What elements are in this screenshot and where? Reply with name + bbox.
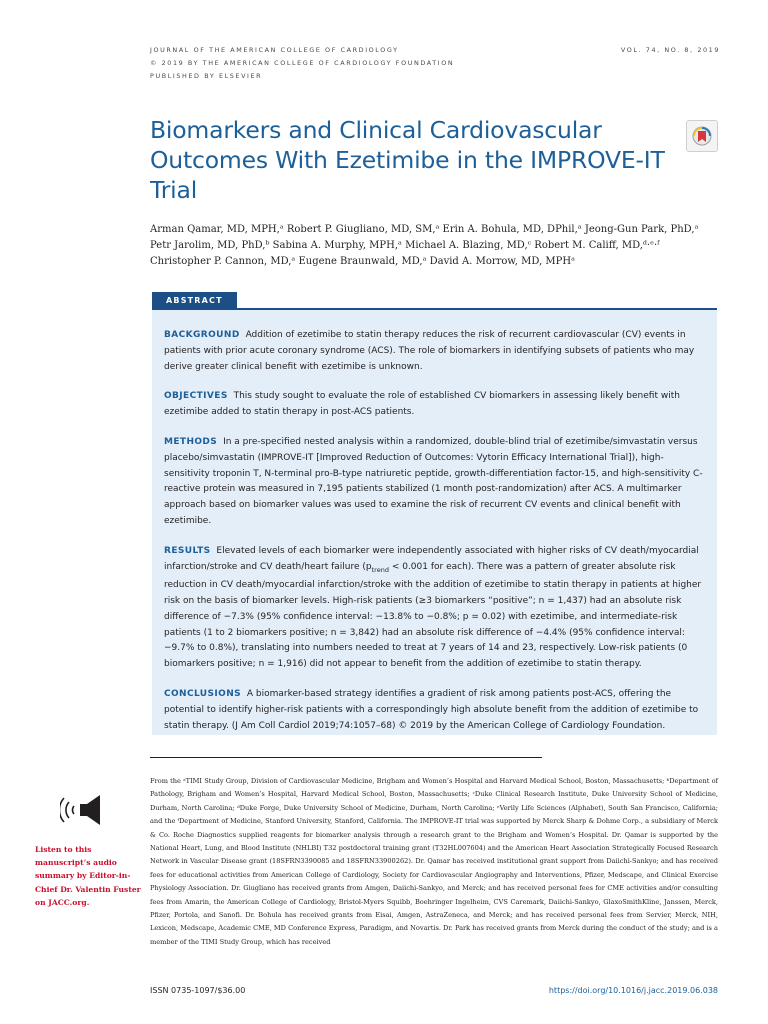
results-heading: RESULTS (164, 545, 211, 556)
journal-name: JOURNAL OF THE AMERICAN COLLEGE OF CARDIOLOGY (150, 46, 399, 54)
author-list: Arman Qamar, MD, MPH,ᵃ Robert P. Giugliano, MD, SM,ᵃ Erin A. Bohula, MD, DPhil,ᵃ Jeong-Gun Park, PhD,ᵃ Petr Jarolim, MD, PhD,ᵇ Sabina A. Murphy, MPH,ᵃ Michael A. Blazing, MD,ᶜ Robert M. Califf, MD,ᵈ·ᵉ·ᶠ Christopher P. Cannon, MD,ᵃ Eugene Braunwald, MD,ᵃ David A. Morrow, MD, MPHᵃ (150, 224, 699, 267)
background-text: Addition of ezetimibe to statin therapy reduces the risk of recurrent cardiovascular (CV) events in patients with prior acute coronary syndrome (ACS). The role of biomarkers in identifying subsets of patients who may derive greater clinical benefit with ezetimibe is unknown. (164, 330, 695, 372)
crossmark-icon[interactable] (686, 120, 718, 152)
background-heading: BACKGROUND (164, 330, 240, 340)
objectives-heading: OBJECTIVES (164, 391, 228, 402)
objectives-text: This study sought to evaluate the role of established CV biomarkers in assessing likely benefit with ezetimibe added to statin therapy in post-ACS patients. (164, 391, 680, 418)
audio-summary-link[interactable]: Listen to this manuscript’s audio summary by Editor-in-Chief Dr. Valentin Fuster on JACC.org. (35, 845, 141, 907)
methods-heading: METHODS (164, 436, 218, 447)
results-text-part2: < 0.001 for each). There was a pattern of greater absolute risk reduction in CV death/myocardial infarction/stroke with the addition of ezetimibe to statin therapy in patients at higher risk on the basis of biomarker levels. High-risk patients (≥3 biomarkers “positive”; n = 1,437) had an absolute risk difference of −7.3% (95% confidence interval: −13.8% to −0.8%; p = 0.02) with ezetimibe, and intermediate-risk patients (1 to 2 biomarkers positive; n = 3,842) had an absolute risk difference of −4.4% (95% confidence interval: −9.7% to 0.8%), translating into numbers needed to treat at 7 years of 14 and 23, respectively. Low-risk patients (0 biomarkers positive; n = 1,916) did not appear to benefit from the addition of ezetimibe to statin therapy. (164, 561, 702, 670)
abstract-objectives (164, 389, 705, 421)
copyright-line: © 2019 BY THE AMERICAN COLLEGE OF CARDIOLOGY FOUNDATION (150, 59, 455, 67)
volume-info: VOL. 74, NO. 8, 2019 (620, 46, 720, 54)
journal-header (150, 44, 720, 83)
abstract-box (152, 310, 717, 735)
issn-line: ISSN 0735-1097/$36.00 (150, 986, 246, 995)
abstract-methods (164, 435, 705, 530)
footnote-divider (150, 757, 542, 758)
affiliations-footnote: From the ᵃTIMI Study Group, Division of Cardiovascular Medicine, Brigham and Women’s Hospital and Harvard Medical School, Boston, Massachusetts; ᵇDepartment of Pathology, Brigham and Women’s Hospital, Harvard Medical School, Boston, Massachusetts; ᶜDuke Clinical Research Institute, Duke University School of Medicine, Durham, North Carolina; ᵈDuke Forge, Duke University School of Medicine, Durham, North Carolina; ᵉVerily Life Sciences (Alphabet), South San Francisco, California; and the ᶠDepartment of Medicine, Stanford University, Stanford, California. The IMPROVE-IT trial was supported by Merck Sharp & Dohme Corp., a subsidiary of Merck & Co. Roche Diagnostics supplied reagents for biomarker analysis through a research grant to the Brigham and Women’s Hospital. Dr. Qamar is supported by the National Heart, Lung, and Blood Institute (NHLBI) T32 postdoctoral training grant (T32HL007604) and the American Heart Association Strategically Focused Research Network in Vascular Disease grant (18SFRN3390085 and 18SFRN33900262). Dr. Qamar has received institutional grant support from Daiichi-Sankyo; and has received fees for educational activities from American College of Cardiology, Society for Cardiovascular Angiography and Interventions, Pfizer, Medscape, and Clinical Exercise Physiology Association. Dr. Giugliano has received grants from Amgen, Daiichi-Sankyo, and Merck; and has received personal fees for CME activities and/or consulting fees from Amarin, the American College of Cardiology, Bristol-Myers Squibb, Boehringer Ingelheim, CVS Caremark, Daiichi-Sankyo, GlaxoSmithKline, Janssen, Merck, Pfizer, Portola, and Sanofi. Dr. Bohula has received grants from Eisai, Amgen, AstraZeneca, and Merck; and has received personal fees from Servier, Merck, NIH, Lexicon, Medscape, Academic CME, MD Conference Express, Paradigm, and Novartis. Dr. Park has received grants from Merck during the conduct of the study; and is a member of the TIMI Study Group, which has received (150, 777, 718, 946)
results-text-part1: Elevated levels of each biomarker were independently associated with higher risks of CV death/myocardial infarction/stroke and CV death/heart failure (p (164, 545, 699, 572)
abstract-conclusions (164, 687, 705, 734)
conclusions-text: A biomarker-based strategy identifies a gradient of risk among patients post-ACS, offering the potential to identify higher-risk patients with a correspondingly high absolute benefit from the addition of ezetimibe to statin therapy. (J Am Coll Cardiol 2019;74:1057–68) © 2019 by the American College of Cardiology Foundation. (164, 688, 699, 731)
abstract-background (164, 328, 705, 375)
abstract-tab: ABSTRACT (152, 292, 237, 309)
article-title: Biomarkers and Clinical Cardiovascular Outcomes With Ezetimibe in the IMPROVE-IT Trial (150, 116, 665, 204)
conclusions-heading: CONCLUSIONS (164, 688, 242, 699)
abstract-results (164, 544, 705, 673)
methods-text: In a pre-specified nested analysis within a randomized, double-blind trial of ezetimibe/simvastatin versus placebo/simvastatin (IMPROVE-IT [Improved Reduction of Outcomes: Vytorin Efficacy International Trial]), high-sensitivity troponin T, N-terminal pro-B-type natriuretic peptide, growth-differentiation factor-15, and high-sensitivity C-reactive protein was measured in 7,195 patients stabilized (1 month post-randomization) after ACS. A multimarker approach based on biomarker values was used to examine the risk of recurrent CV events and clinical benefit with ezetimibe. (164, 436, 703, 526)
doi-link[interactable]: https://doi.org/10.1016/j.jacc.2019.06.038 (548, 986, 718, 995)
publisher-line: PUBLISHED BY ELSEVIER (150, 72, 263, 80)
results-subscript: trend (371, 565, 389, 574)
audio-summary-icon[interactable] (60, 790, 110, 830)
